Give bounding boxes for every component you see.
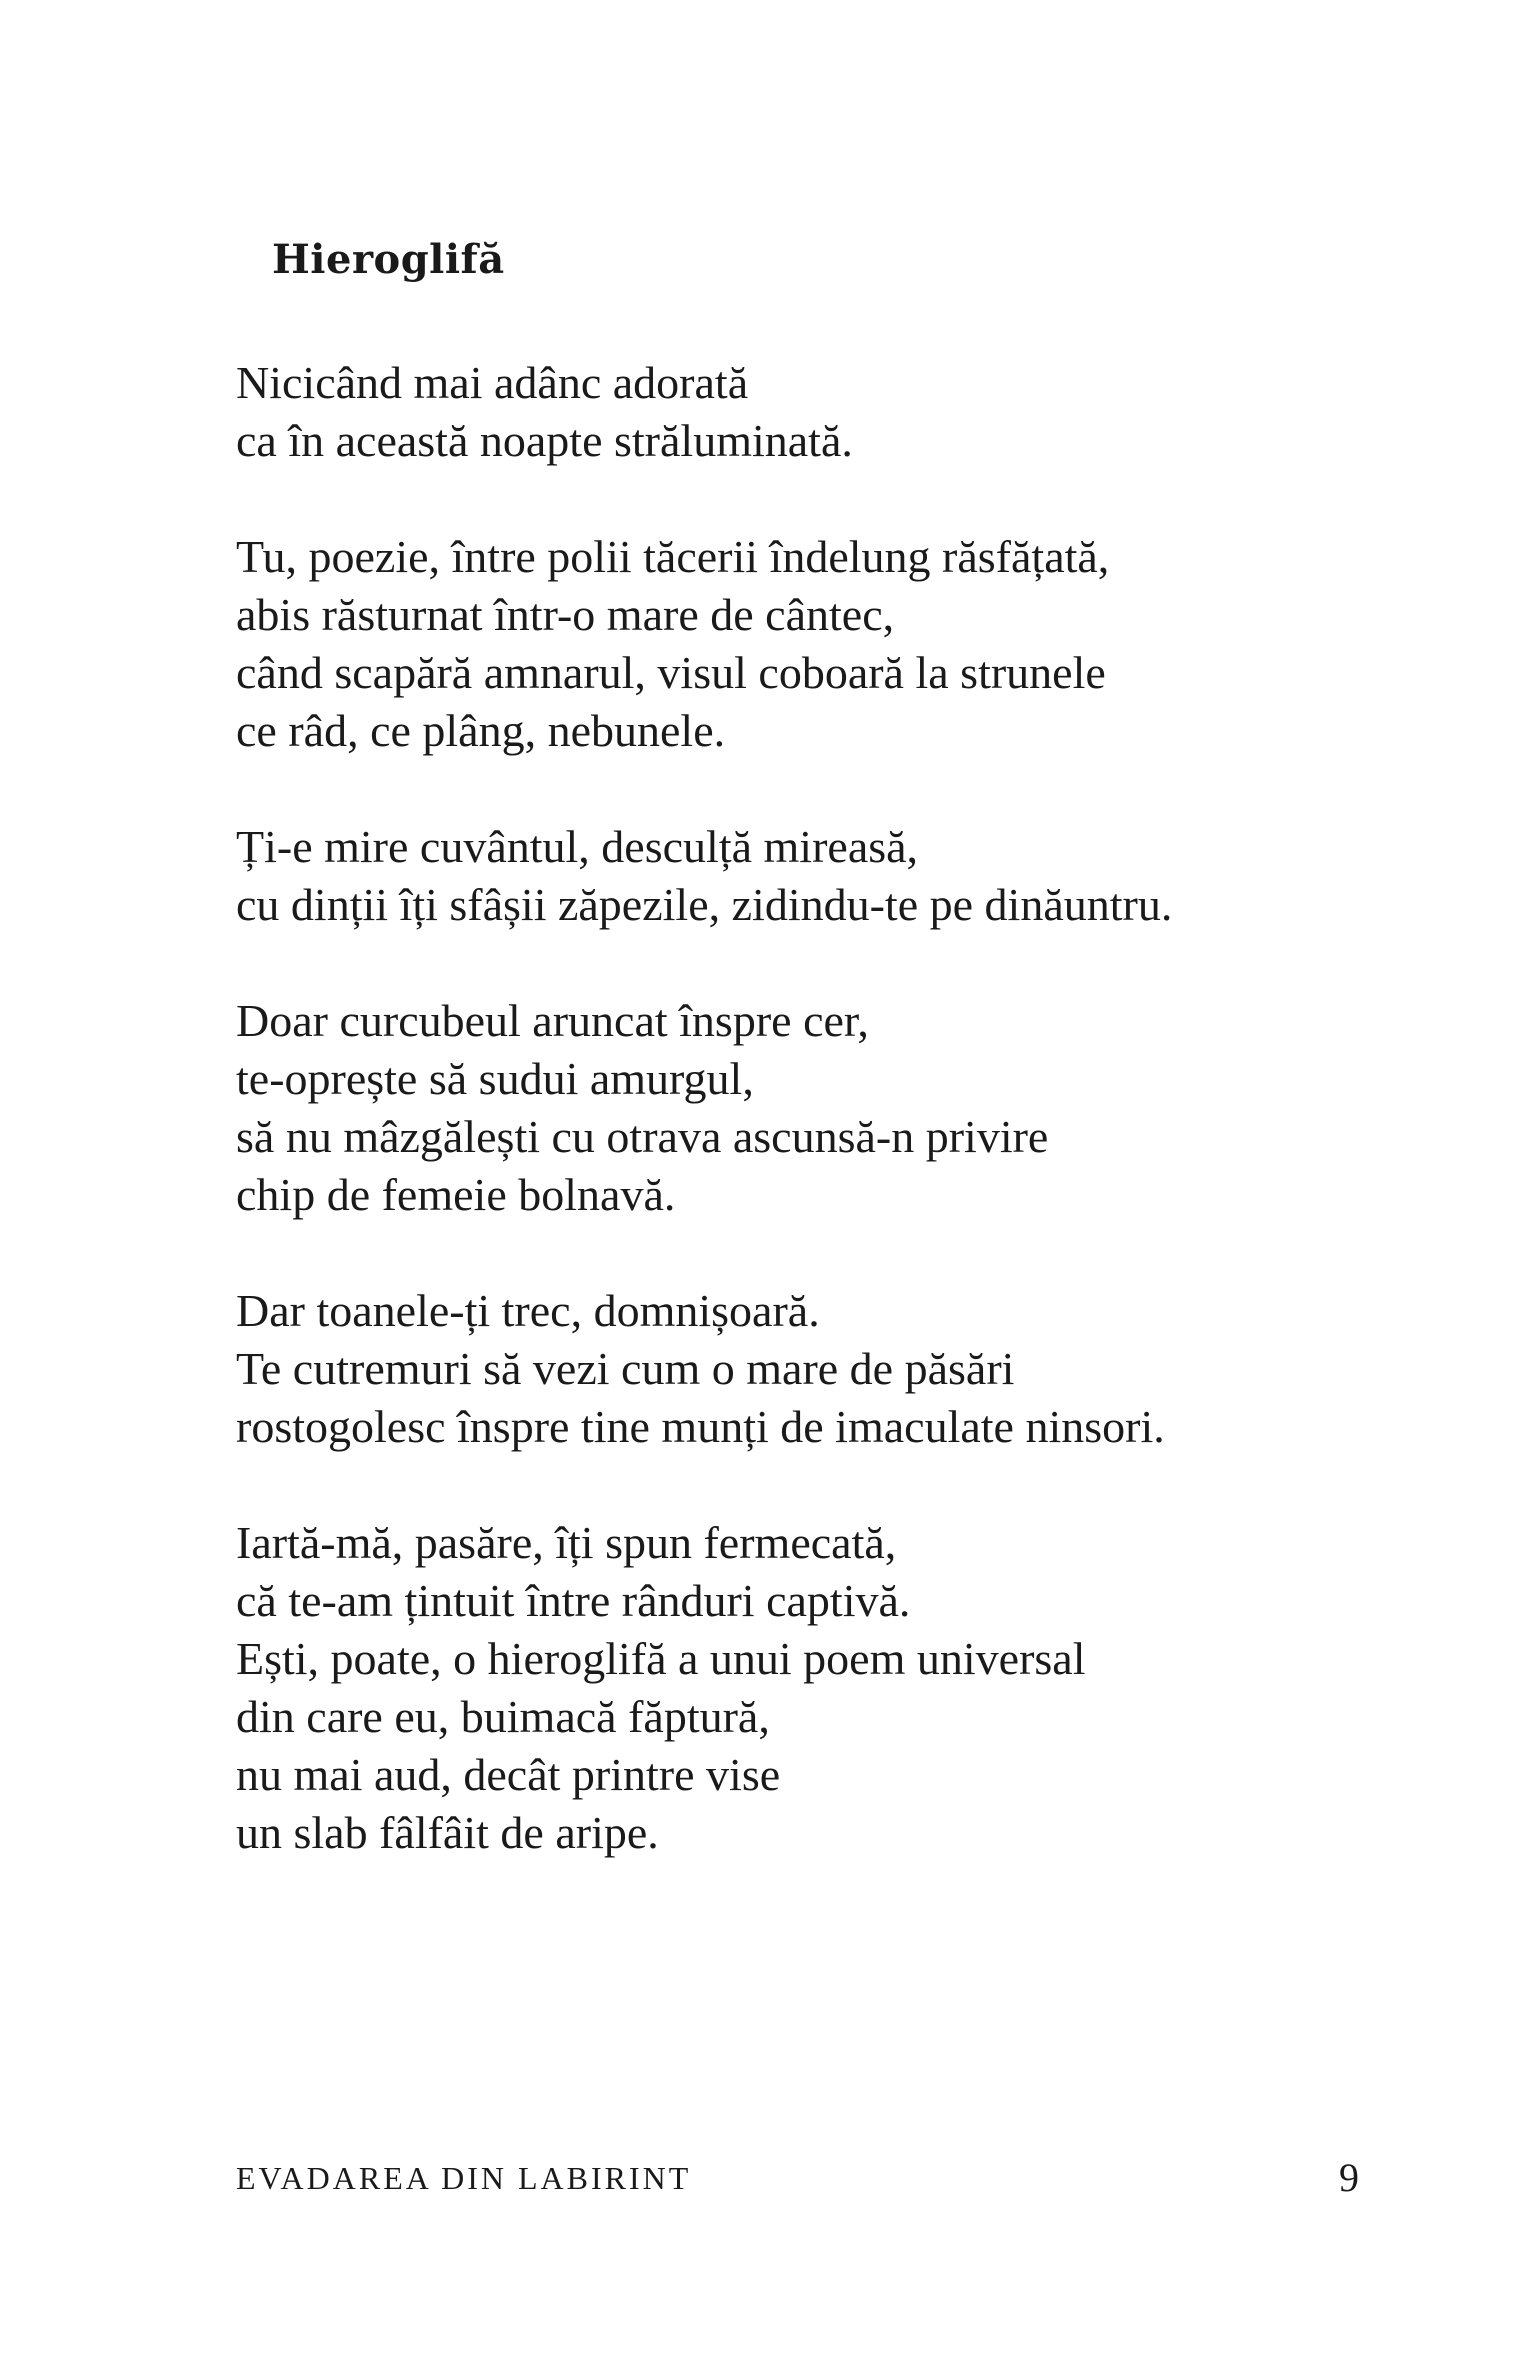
- verse-line: Nicicând mai adânc adorată: [236, 357, 749, 408]
- verse-line: Ți-e mire cuvântul, desculță mireasă,: [236, 821, 919, 872]
- stanza: [236, 818, 1386, 934]
- verse-line: ca în această noapte străluminată.: [236, 415, 853, 466]
- verse-line: nu mai aud, decât printre vise: [236, 1749, 781, 1800]
- stanza: [236, 354, 1386, 470]
- verse-line: Ești, poate, o hieroglifă a unui poem universal: [236, 1633, 1086, 1684]
- verse-line: te-oprește să sudui amurgul,: [236, 1053, 754, 1104]
- verse-line: ce râd, ce plâng, nebunele.: [236, 705, 726, 756]
- verse-line: Doar curcubeul aruncat înspre cer,: [236, 995, 869, 1046]
- poem-body: [236, 354, 1386, 1862]
- page-number: 9: [1339, 2155, 1359, 2200]
- verse-line: să nu mâzgălești cu otrava ascunsă-n privire: [236, 1111, 1049, 1162]
- verse-line: un slab fâlfâit de aripe.: [236, 1807, 659, 1858]
- verse-line: cu dinții îți sfâșii zăpezile, zidindu-te pe dinăuntru.: [236, 879, 1173, 930]
- verse-line: chip de femeie bolnavă.: [236, 1169, 676, 1220]
- verse-line: din care eu, buimacă făptură,: [236, 1691, 770, 1742]
- stanza: [236, 1514, 1386, 1862]
- verse-line: Tu, poezie, între polii tăcerii îndelung răsfățată,: [236, 531, 1110, 582]
- verse-line: Dar toanele-ți trec, domnișoară.: [236, 1285, 820, 1336]
- verse-line: rostogolesc înspre tine munți de imaculate ninsori.: [236, 1401, 1165, 1452]
- verse-line: când scapără amnarul, visul coboară la strunele: [236, 647, 1106, 698]
- verse-line: Iartă-mă, pasăre, îți spun fermecată,: [236, 1517, 897, 1568]
- verse-line: că te-am țintuit între rânduri captivă.: [236, 1575, 911, 1626]
- verse-line: abis răsturnat într-o mare de cântec,: [236, 589, 895, 640]
- poem-title: Hieroglifă: [272, 236, 505, 283]
- verse-line: Te cutremuri să vezi cum o mare de păsări: [236, 1343, 1015, 1394]
- running-footer-book-title: EVADAREA DIN LABIRINT: [236, 2160, 692, 2196]
- stanza: [236, 1282, 1386, 1456]
- stanza: [236, 528, 1386, 760]
- stanza: [236, 992, 1386, 1224]
